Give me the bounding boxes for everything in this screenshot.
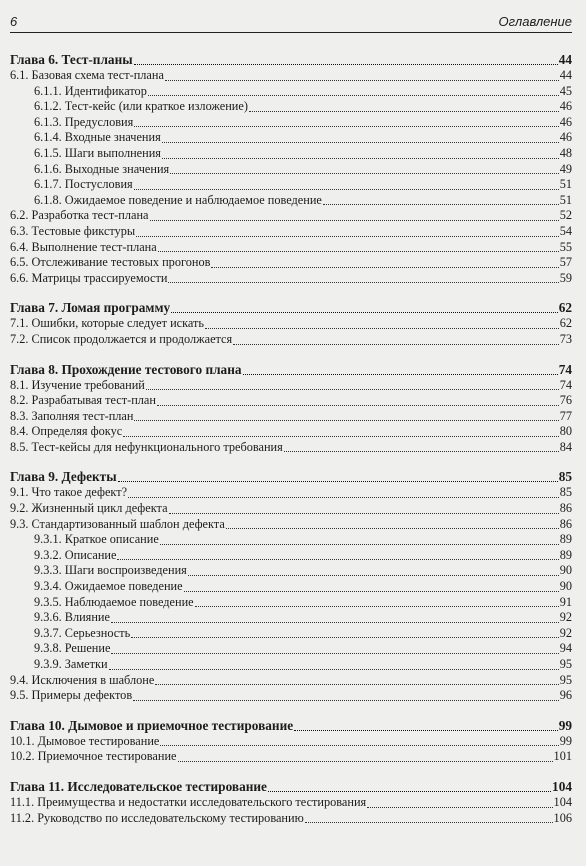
subsection-entry (10, 99, 572, 115)
section-entry-page: 101 (553, 749, 572, 764)
chapter-heading (10, 300, 572, 316)
dot-leader (109, 669, 559, 670)
dot-leader (211, 267, 558, 268)
section-entry-page: 57 (559, 255, 572, 270)
subsection-entry-title: 9.3.2. Описание (34, 547, 117, 562)
dot-leader (134, 126, 558, 127)
page-header (10, 14, 572, 33)
dot-leader (184, 591, 559, 592)
chapter-heading (10, 779, 572, 795)
section-entry-title: 6.2. Разработка тест-плана (10, 208, 149, 223)
chapter-gap (10, 286, 572, 300)
chapter-heading-page: 44 (558, 52, 572, 67)
dot-leader (243, 374, 558, 375)
section-entry-title: 7.1. Ошибки, которые следует искать (10, 316, 205, 331)
dot-leader (178, 761, 553, 762)
subsection-entry-title: 9.3.9. Заметки (34, 657, 108, 671)
section-entry (10, 271, 572, 287)
dot-leader (148, 95, 559, 96)
subsection-entry-title: 6.1.4. Входные значения (34, 130, 161, 145)
chapter-gap (10, 704, 572, 718)
subsection-entry-title: 9.3.6. Влияние (34, 610, 110, 625)
chapter-heading (10, 718, 572, 734)
chapter-heading-title: Глава 7. Ломая программу (10, 300, 171, 316)
subsection-entry-page: 94 (559, 641, 572, 656)
subsection-entry-page: 89 (559, 547, 572, 562)
section-entry-title: 9.5. Примеры дефектов (10, 688, 133, 703)
dot-leader (226, 528, 559, 529)
subsection-entry-page: 51 (559, 177, 572, 192)
subsection-entry (10, 130, 572, 146)
chapter-heading-page: 104 (552, 778, 572, 794)
dot-leader (188, 575, 559, 576)
dot-leader (233, 344, 559, 345)
chapter-heading-page: 99 (558, 717, 572, 733)
section-entry-page: 62 (559, 316, 572, 331)
section-entry (10, 734, 572, 750)
chapter-heading-page: 62 (558, 300, 572, 316)
subsection-entry (10, 610, 572, 626)
section-entry-title: 8.4. Определяя фокус (10, 424, 123, 439)
section-entry (10, 517, 572, 533)
section-entry (10, 378, 572, 394)
section-entry-page: 106 (553, 810, 572, 825)
chapter-heading (10, 362, 572, 378)
section-entry-page: 73 (559, 331, 572, 346)
section-entry (10, 240, 572, 256)
section-entry-page: 86 (559, 516, 572, 531)
subsection-entry (10, 641, 572, 657)
dot-leader (128, 497, 559, 498)
section-entry (10, 208, 572, 224)
subsection-entry (10, 532, 572, 548)
section-entry (10, 424, 572, 440)
section-entry-title: 6.6. Матрицы трассируемости (10, 270, 168, 285)
section-entry (10, 485, 572, 501)
section-entry-title: 10.1. Дымовое тестирование (10, 733, 160, 748)
section-entry-title: 8.5. Тест-кейсы для нефункционального требования (10, 439, 283, 454)
section-entry-title: 9.1. Что такое дефект? (10, 485, 128, 500)
section-entry (10, 673, 572, 689)
subsection-entry-page: 92 (559, 610, 572, 625)
subsection-entry-page: 91 (559, 594, 572, 609)
dot-leader (155, 684, 558, 685)
section-entry-page: 55 (559, 239, 572, 254)
dot-leader (133, 700, 559, 701)
subsection-entry-title: 6.1.3. Предусловия (34, 114, 134, 129)
section-entry-title: 11.2. Руководство по исследовательскому тестированию (10, 810, 304, 825)
subsection-entry-page: 48 (559, 145, 572, 160)
table-of-contents (10, 52, 572, 826)
section-entry-page: 95 (559, 672, 572, 687)
dot-leader (170, 173, 559, 174)
dot-leader (111, 622, 559, 623)
section-entry-title: 9.2. Жизненный цикл дефекта (10, 501, 168, 516)
dot-leader (205, 328, 559, 329)
dot-leader (160, 544, 559, 545)
chapter-heading-title: Глава 10. Дымовое и приемочное тестирование (10, 717, 294, 733)
dot-leader (123, 436, 559, 437)
dot-leader (111, 653, 558, 654)
chapter-heading-page: 74 (558, 361, 572, 377)
dot-leader (157, 405, 559, 406)
dot-leader (165, 80, 559, 81)
section-entry-page: 86 (559, 501, 572, 516)
dot-leader (134, 64, 558, 65)
subsection-entry-title: 9.3.4. Ожидаемое поведение (34, 579, 183, 594)
section-entry-title: 9.4. Исключения в шаблоне (10, 672, 155, 687)
chapter-gap (10, 765, 572, 779)
dot-leader (118, 481, 558, 482)
section-entry (10, 393, 572, 409)
chapter-heading-title: Глава 8. Прохождение тестового плана (10, 361, 242, 377)
subsection-entry (10, 162, 572, 178)
subsection-entry-page: 89 (559, 532, 572, 547)
subsection-entry-title: 9.3.8. Решение (34, 641, 111, 656)
dot-leader (268, 791, 551, 792)
subsection-entry (10, 626, 572, 642)
subsection-entry-title: 6.1.1. Идентификатор (34, 83, 147, 98)
subsection-entry-title: 9.3.7. Серьезность (34, 625, 131, 640)
section-entry-page: 104 (553, 794, 572, 809)
section-entry-page: 85 (559, 485, 572, 500)
dot-leader (134, 420, 558, 421)
subsection-entry-page: 45 (559, 83, 572, 98)
running-title: Оглавление (498, 14, 572, 29)
subsection-entry (10, 595, 572, 611)
section-entry (10, 440, 572, 456)
page-number: 6 (10, 14, 18, 29)
dot-leader (150, 220, 559, 221)
subsection-entry-page: 90 (559, 579, 572, 594)
subsection-entry-title: 6.1.5. Шаги выполнения (34, 145, 161, 160)
dot-leader (367, 807, 552, 808)
subsection-entry-page: 46 (559, 99, 572, 114)
dot-leader (249, 111, 559, 112)
chapter-heading-title: Глава 9. Дефекты (10, 469, 117, 485)
section-entry-title: 8.3. Заполняя тест-план (10, 408, 134, 423)
chapter-heading-title: Глава 6. Тест-планы (10, 52, 133, 67)
subsection-entry-title: 9.3.5. Наблюдаемое поведение (34, 594, 194, 609)
section-entry-title: 7.2. Список продолжается и продолжается (10, 331, 233, 346)
subsection-entry-page: 49 (559, 161, 572, 176)
section-entry-page: 77 (559, 408, 572, 423)
section-entry (10, 688, 572, 704)
subsection-entry (10, 563, 572, 579)
chapter-heading-title: Глава 11. Исследовательское тестирование (10, 778, 267, 794)
dot-leader (136, 236, 559, 237)
dot-leader (134, 189, 559, 190)
subsection-entry-page: 90 (559, 563, 572, 578)
section-entry-page: 74 (559, 377, 572, 392)
section-entry-title: 6.4. Выполнение тест-плана (10, 239, 157, 254)
dot-leader (162, 142, 559, 143)
section-entry (10, 224, 572, 240)
chapter-gap (10, 455, 572, 469)
subsection-entry-title: 9.3.3. Шаги воспроизведения (34, 563, 187, 578)
chapter-heading (10, 469, 572, 485)
subsection-entry-title: 9.3.1. Краткое описание (34, 532, 159, 547)
subsection-entry-page: 51 (559, 192, 572, 207)
dot-leader (168, 282, 558, 283)
section-entry-page: 76 (559, 393, 572, 408)
subsection-entry-title: 6.1.8. Ожидаемое поведение и наблюдаемое поведение (34, 192, 322, 207)
dot-leader (169, 513, 559, 514)
section-entry-page: 96 (559, 688, 572, 703)
section-entry-title: 8.1. Изучение требований (10, 377, 145, 392)
subsection-entry-page: 46 (559, 130, 572, 145)
section-entry-title: 6.3. Тестовые фикстуры (10, 223, 136, 238)
section-entry-page: 80 (559, 424, 572, 439)
subsection-entry-page: 92 (559, 625, 572, 640)
subsection-entry-title: 6.1.7. Постусловия (34, 177, 133, 192)
dot-leader (146, 389, 559, 390)
dot-leader (171, 312, 558, 313)
section-entry-title: 11.1. Преимущества и недостатки исследовательского тестирования (10, 794, 367, 809)
subsection-entry (10, 146, 572, 162)
section-entry-title: 10.2. Приемочное тестирование (10, 749, 177, 764)
section-entry-title: 9.3. Стандартизованный шаблон дефекта (10, 516, 225, 531)
dot-leader (162, 158, 559, 159)
section-entry (10, 811, 572, 827)
section-entry (10, 332, 572, 348)
section-entry (10, 749, 572, 765)
subsection-entry-title: 6.1.2. Тест-кейс (или краткое изложение) (34, 99, 248, 114)
subsection-entry (10, 657, 572, 673)
subsection-entry (10, 579, 572, 595)
section-entry (10, 501, 572, 517)
section-entry-page: 54 (559, 223, 572, 238)
section-entry (10, 255, 572, 271)
section-entry-page: 84 (559, 439, 572, 454)
chapter-heading-page: 85 (558, 469, 572, 485)
chapter-gap (10, 348, 572, 362)
dot-leader (294, 730, 558, 731)
section-entry-page: 44 (559, 68, 572, 82)
dot-leader (195, 606, 559, 607)
section-entry-title: 6.1. Базовая схема тест-плана (10, 68, 164, 82)
subsection-entry-title: 6.1.6. Выходные значения (34, 161, 170, 176)
dot-leader (158, 251, 559, 252)
dot-leader (305, 822, 553, 823)
subsection-entry (10, 115, 572, 131)
chapter-heading (10, 52, 572, 68)
subsection-entry-page: 46 (559, 114, 572, 129)
section-entry (10, 316, 572, 332)
subsection-entry (10, 193, 572, 209)
section-entry (10, 68, 572, 84)
section-entry (10, 795, 572, 811)
section-entry-page: 52 (559, 208, 572, 223)
section-entry-page: 99 (559, 733, 572, 748)
dot-leader (323, 204, 559, 205)
subsection-entry (10, 84, 572, 100)
subsection-entry (10, 177, 572, 193)
dot-leader (117, 559, 558, 560)
subsection-entry-page: 95 (559, 657, 572, 671)
dot-leader (160, 745, 558, 746)
section-entry (10, 409, 572, 425)
dot-leader (131, 637, 558, 638)
dot-leader (284, 451, 559, 452)
section-entry-title: 8.2. Разрабатывая тест-план (10, 393, 156, 408)
subsection-entry (10, 548, 572, 564)
section-entry-page: 59 (559, 270, 572, 285)
section-entry-title: 6.5. Отслеживание тестовых прогонов (10, 255, 211, 270)
